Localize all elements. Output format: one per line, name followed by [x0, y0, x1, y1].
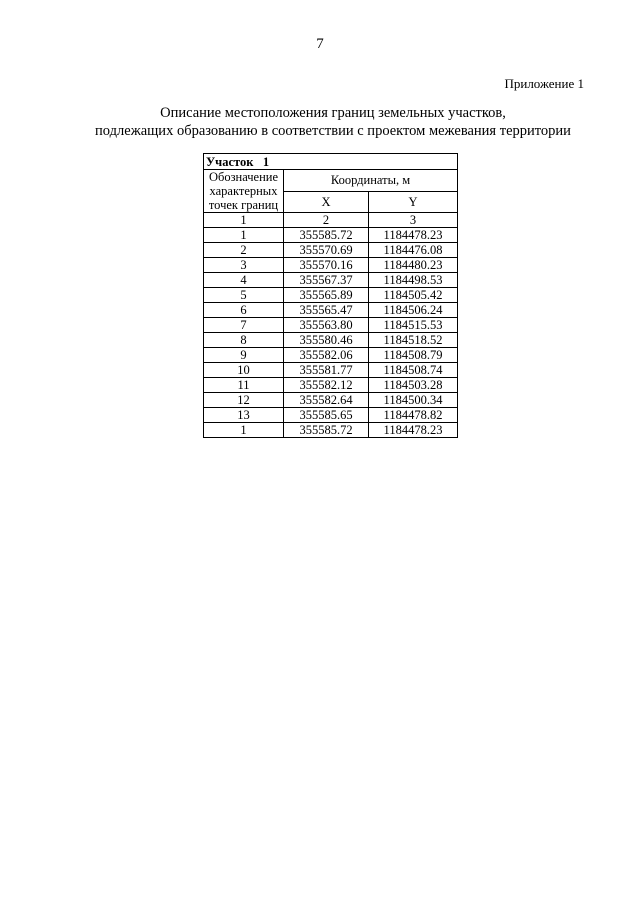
cell-y: 1184478.23 [369, 228, 458, 243]
cell-x: 355580.46 [284, 333, 369, 348]
cell-point: 13 [204, 408, 284, 423]
cell-y: 1184503.28 [369, 378, 458, 393]
cell-y: 1184478.23 [369, 423, 458, 438]
cell-y: 1184498.53 [369, 273, 458, 288]
table-row [204, 333, 458, 348]
cell-y: 1184500.34 [369, 393, 458, 408]
table-row [204, 393, 458, 408]
table-row [204, 378, 458, 393]
cell-point: 2 [204, 243, 284, 258]
cell-x: 355585.72 [284, 228, 369, 243]
cell-point: 9 [204, 348, 284, 363]
cell-point: 12 [204, 393, 284, 408]
cell-point: 10 [204, 363, 284, 378]
table-row [204, 423, 458, 438]
cell-point: 4 [204, 273, 284, 288]
cell-y: 1184506.24 [369, 303, 458, 318]
plot-row [204, 154, 458, 170]
cell-y: 1184515.53 [369, 318, 458, 333]
cell-point: 3 [204, 258, 284, 273]
cell-y: 1184476.08 [369, 243, 458, 258]
cell-x: 355563.80 [284, 318, 369, 333]
table-row [204, 243, 458, 258]
table-row [204, 408, 458, 423]
cell-point: 11 [204, 378, 284, 393]
title-line-2: подлежащих образованию в соответствии с проектом межевания территории [95, 123, 571, 139]
header-designation: Обозначение характерных точек границ [204, 170, 284, 213]
cell-point: 1 [204, 228, 284, 243]
cell-x: 355582.06 [284, 348, 369, 363]
header-x: X [284, 191, 369, 213]
column-numbers-row [204, 213, 458, 228]
cell-y: 1184508.79 [369, 348, 458, 363]
header-row [204, 170, 458, 192]
cell-x: 355582.12 [284, 378, 369, 393]
cell-y: 1184518.52 [369, 333, 458, 348]
header-coordinates: Координаты, м [284, 170, 458, 192]
cell-point: 8 [204, 333, 284, 348]
cell-x: 355567.37 [284, 273, 369, 288]
cell-x: 355565.47 [284, 303, 369, 318]
cell-point: 6 [204, 303, 284, 318]
column-number: 2 [284, 213, 369, 228]
coordinates-table [203, 153, 458, 438]
cell-x: 355582.64 [284, 393, 369, 408]
column-number: 1 [204, 213, 284, 228]
cell-x: 355565.89 [284, 288, 369, 303]
cell-point: 7 [204, 318, 284, 333]
cell-x: 355570.69 [284, 243, 369, 258]
header-y: Y [369, 191, 458, 213]
cell-y: 1184505.42 [369, 288, 458, 303]
cell-point: 1 [204, 423, 284, 438]
appendix-label: Приложение 1 [504, 76, 584, 91]
table-row [204, 348, 458, 363]
table-row [204, 228, 458, 243]
cell-x: 355585.72 [284, 423, 369, 438]
document-title [0, 104, 640, 140]
column-number: 3 [369, 213, 458, 228]
table-row [204, 288, 458, 303]
table-row [204, 258, 458, 273]
cell-y: 1184508.74 [369, 363, 458, 378]
cell-x: 355585.65 [284, 408, 369, 423]
table-row [204, 318, 458, 333]
cell-x: 355570.16 [284, 258, 369, 273]
title-line-1: Описание местоположения границ земельных участков, [160, 105, 506, 121]
page-number: 7 [316, 36, 324, 52]
table-row [204, 273, 458, 288]
cell-point: 5 [204, 288, 284, 303]
plot-label: Участок 1 [204, 154, 458, 170]
table-row [204, 303, 458, 318]
cell-y: 1184478.82 [369, 408, 458, 423]
table-row [204, 363, 458, 378]
cell-y: 1184480.23 [369, 258, 458, 273]
cell-x: 355581.77 [284, 363, 369, 378]
